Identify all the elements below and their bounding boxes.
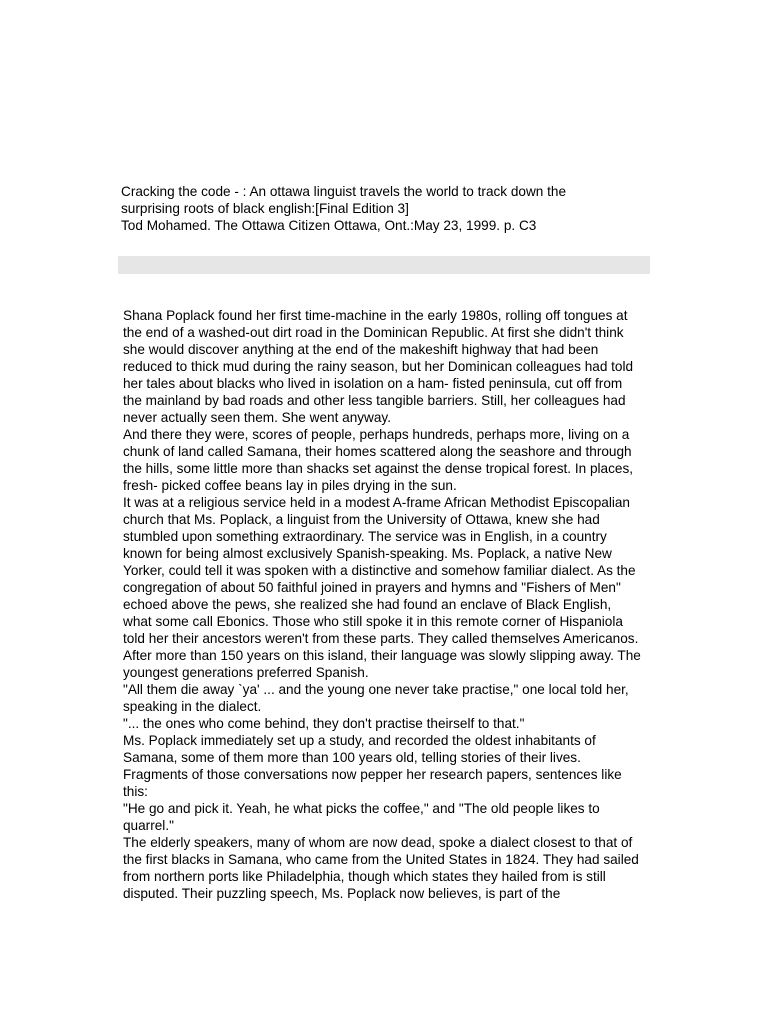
article-paragraph: The elderly speakers, many of whom are now dead, spoke a dialect closest to that of the first blacks in Samana, who came from the United States in 1824. They had sailed from northern ports like Philadelphia, though which states they hailed from is still disputed. Their puzzling speech, Ms. Poplack now believes, is part of the bbox=[123, 835, 639, 901]
article-title-line-1: Cracking the code - : An ottawa linguist travels the world to track down the bbox=[121, 184, 567, 199]
article-paragraph: And there they were, scores of people, perhaps hundreds, perhaps more, living on a chunk of land called Samana, their homes scattered along the seashore and through the hills, some little more than shacks set against the dense tropical forest. In places, fresh- picked coffee beans lay in piles drying in the sun. bbox=[123, 427, 634, 493]
article-byline: Tod Mohamed. The Ottawa Citizen Ottawa, Ont.:May 23, 1999. p. C3 bbox=[121, 218, 537, 233]
article-paragraph: "He go and pick it. Yeah, he what picks the coffee," and "The old people likes to quarrel." bbox=[123, 801, 600, 833]
article-paragraph: Ms. Poplack immediately set up a study, and recorded the oldest inhabitants of Samana, some of them more than 100 years old, telling stories of their lives. Fragments of those conversations now pepper her research papers, sentences like this: bbox=[123, 733, 622, 799]
separator-bar bbox=[118, 256, 650, 274]
article-paragraph: "... the ones who come behind, they don't practise theirself to that." bbox=[123, 716, 525, 731]
article-paragraph: "All them die away `ya' ... and the young one never take practise," one local told her, speaking in the dialect. bbox=[123, 682, 629, 714]
article-paragraph: Shana Poplack found her first time-machine in the early 1980s, rolling off tongues at the end of a washed-out dirt road in the Dominican Republic. At first she didn't think she would discover anything at the end of the makeshift highway that had been reduced to thick mud during the rainy season, but her Dominican colleagues had told her tales about blacks who lived in isolation on a ham- fisted peninsula, cut off from the mainland by bad roads and other less tangible barriers. Still, her colleagues had never actually seen them. She went anyway. bbox=[123, 308, 634, 425]
article-paragraph: It was at a religious service held in a modest A-frame African Methodist Episcopalian church that Ms. Poplack, a linguist from the University of Ottawa, knew she had stumbled upon something extraordinary. The service was in English, in a country known for being almost exclusively Spanish-speaking. Ms. Poplack, a native New Yorker, could tell it was spoken with a distinctive and somehow familiar dialect. As the congregation of about 50 faithful joined in prayers and hymns and "Fishers of Men" echoed above the pews, she realized she had found an enclave of Black English, what some call Ebonics. Those who still spoke it in this remote corner of Hispaniola told her their ancestors weren't from these parts. They called themselves Americanos. bbox=[123, 495, 639, 646]
article-title-line-2: surprising roots of black english:[Final Edition 3] bbox=[121, 201, 409, 216]
article-header bbox=[121, 183, 641, 234]
article-body bbox=[123, 307, 643, 902]
article-paragraph: After more than 150 years on this island, their language was slowly slipping away. The youngest generations preferred Spanish. bbox=[123, 648, 641, 680]
